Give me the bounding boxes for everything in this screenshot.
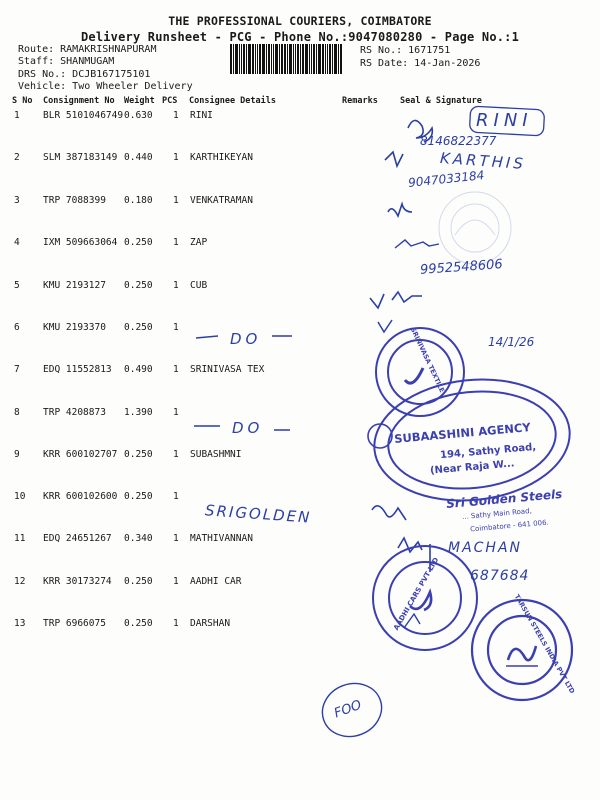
row-weight: 0.250 <box>124 618 153 629</box>
handwriting-ditto-1: DO <box>230 330 262 348</box>
row-sno: 13 <box>14 618 26 629</box>
row-consignee: CUB <box>190 280 208 291</box>
row-consignee: MATHIVANNAN <box>190 533 253 544</box>
drs-number: DRS No.: DCJB167175101 <box>18 69 151 80</box>
col-consignment: Consignment No <box>43 96 115 106</box>
row-weight: 1.390 <box>124 407 153 418</box>
barcode-bar <box>297 44 299 74</box>
barcode-bar <box>271 44 272 74</box>
handwriting-phone-1: 8146822377 <box>420 134 497 148</box>
handwriting-rini: RINI <box>476 110 533 131</box>
stamp-srinivasa-textile: SRINIVASA TEXTILE <box>408 326 447 394</box>
stamp-subaashini-name: SUBAASHINI AGENCY <box>393 420 532 446</box>
handwriting-phone-4: 687684 <box>470 568 530 584</box>
handwriting-date: 14/1/26 <box>488 335 535 349</box>
table-row <box>0 195 600 215</box>
stamp-srigolden-name: Sri Golden Steels <box>445 486 563 512</box>
barcode-bar <box>235 44 238 74</box>
barcode-bar <box>338 44 339 74</box>
barcode-bar <box>252 44 254 74</box>
row-pcs: 1 <box>173 576 179 587</box>
barcode-bar <box>233 44 234 74</box>
row-consignment-no: BLR 5101046749 <box>43 110 124 121</box>
barcode-bar <box>275 44 278 74</box>
row-consignment-no: TRP 7088399 <box>43 195 106 206</box>
col-consignee: Consignee Details <box>189 96 276 106</box>
row-weight: 0.250 <box>124 280 153 291</box>
col-sno: S No <box>12 96 33 106</box>
row-consignment-no: IXM 509663064 <box>43 237 118 248</box>
row-weight: 0.250 <box>124 576 153 587</box>
row-sno: 8 <box>14 407 20 418</box>
table-row <box>0 618 600 638</box>
barcode-bar <box>257 44 258 74</box>
row-consignee: DARSHAN <box>190 618 231 629</box>
stamp-subaashini-address: 194, Sathy Road, <box>439 441 537 462</box>
row-pcs: 1 <box>173 322 179 333</box>
barcode-bar <box>322 44 324 74</box>
row-pcs: 1 <box>173 491 179 502</box>
barcode-bar <box>302 44 304 74</box>
runsheet-subtitle: Delivery Runsheet - PCG - Phone No.:9047080280 - Page No.:1 <box>80 30 520 44</box>
table-row <box>0 280 600 300</box>
barcode-bar <box>273 44 274 74</box>
row-pcs: 1 <box>173 533 179 544</box>
row-weight: 0.250 <box>124 449 153 460</box>
row-sno: 4 <box>14 237 20 248</box>
handwriting-machan: MACHAN <box>448 540 523 556</box>
vehicle-label: Vehicle: Two Wheeler Delivery <box>18 81 193 92</box>
row-sno: 12 <box>14 576 26 587</box>
stamp-aadhi-cars: AADHI CARS PVT LTD <box>392 556 441 632</box>
row-weight: 0.490 <box>124 364 153 375</box>
row-consignee: RINI <box>190 110 213 121</box>
row-consignment-no: KMU 2193127 <box>43 280 106 291</box>
barcode-bar <box>243 44 245 74</box>
barcode-bar <box>281 44 283 74</box>
row-consignment-no: SLM 387183149 <box>43 152 118 163</box>
row-weight: 0.340 <box>124 533 153 544</box>
row-weight: 0.250 <box>124 237 153 248</box>
row-consignment-no: KMU 2193370 <box>43 322 106 333</box>
col-pcs: PCS <box>162 96 178 106</box>
row-consignee: VENKATRAMAN <box>190 195 253 206</box>
table-row <box>0 364 600 384</box>
row-pcs: 1 <box>173 195 179 206</box>
row-pcs: 1 <box>173 110 179 121</box>
barcode-bar <box>287 44 288 74</box>
handwriting-srigolden: SRIGOLDEN <box>204 501 312 527</box>
col-seal-signature: Seal & Signature <box>400 96 482 106</box>
row-sno: 3 <box>14 195 20 206</box>
barcode-bar <box>293 44 294 74</box>
row-consignment-no: EDQ 24651267 <box>43 533 112 544</box>
stamp-srigolden-city: Coimbatore - 641 006. <box>469 518 550 534</box>
row-consignment-no: EDQ 11552813 <box>43 364 112 375</box>
row-consignment-no: KRR 600102600 <box>43 491 118 502</box>
stamp-tarsun-steels: TARSUN STEELS INDIA PVT LTD <box>512 593 577 695</box>
row-consignment-no: TRP 4208873 <box>43 407 106 418</box>
barcode-bar <box>305 44 308 74</box>
route-label: Route: RAMAKRISHNAPURAM <box>18 44 157 55</box>
table-row <box>0 237 600 257</box>
stamp-srigolden-address: ... Sathy Main Road, <box>461 506 533 522</box>
row-weight: 0.630 <box>124 110 153 121</box>
barcode-bar <box>255 44 256 74</box>
row-consignment-no: KRR 600102707 <box>43 449 118 460</box>
handwriting-phone-3: 9952548606 <box>419 257 504 278</box>
row-consignment-no: KRR 30173274 <box>43 576 112 587</box>
row-pcs: 1 <box>173 280 179 291</box>
barcode-bar <box>325 44 326 74</box>
barcode-bar <box>311 44 312 74</box>
row-sno: 11 <box>14 533 26 544</box>
barcode-bar <box>289 44 292 74</box>
staff-label: Staff: SHANMUGAM <box>18 56 115 67</box>
row-sno: 10 <box>14 491 26 502</box>
row-pcs: 1 <box>173 618 179 629</box>
barcode-bar <box>230 44 232 74</box>
handwriting-karthis: KARTHIS <box>439 149 527 173</box>
barcode-bar <box>313 44 315 74</box>
row-pcs: 1 <box>173 407 179 418</box>
barcode <box>230 44 356 74</box>
row-sno: 6 <box>14 322 20 333</box>
row-pcs: 1 <box>173 152 179 163</box>
barcode-bar <box>266 44 267 74</box>
handwriting-ditto-2: DO <box>232 419 264 437</box>
stamp-subaashini-near: (Near Raja W... <box>429 458 515 477</box>
barcode-bar <box>284 44 286 74</box>
company-title: THE PROFESSIONAL COURIERS, COIMBATORE <box>168 14 432 28</box>
barcode-bar <box>241 44 242 74</box>
row-weight: 0.180 <box>124 195 153 206</box>
row-sno: 2 <box>14 152 20 163</box>
barcode-bar <box>268 44 270 74</box>
row-pcs: 1 <box>173 237 179 248</box>
barcode-bar <box>332 44 333 74</box>
tarsun-steels-stamp <box>472 600 572 700</box>
barcode-bar <box>340 44 342 74</box>
row-consignee: AADHI CAR <box>190 576 242 587</box>
row-consignee: ZAP <box>190 237 208 248</box>
row-weight: 0.250 <box>124 322 153 333</box>
barcode-bar <box>316 44 317 74</box>
row-consignee: KARTHIKEYAN <box>190 152 253 163</box>
barcode-bar <box>246 44 247 74</box>
row-weight: 0.440 <box>124 152 153 163</box>
row-sno: 5 <box>14 280 20 291</box>
barcode-bar <box>309 44 310 74</box>
handwriting-initials: FOO <box>332 697 364 722</box>
row-consignee: SUBASHMNI <box>190 449 242 460</box>
col-weight: Weight <box>124 96 155 106</box>
row-sno: 1 <box>14 110 20 121</box>
row-consignee: SRINIVASA TEX <box>190 364 265 375</box>
col-remarks: Remarks <box>342 96 378 106</box>
row-pcs: 1 <box>173 449 179 460</box>
row-pcs: 1 <box>173 364 179 375</box>
barcode-bar <box>248 44 251 74</box>
row-consignment-no: TRP 6966075 <box>43 618 106 629</box>
handwriting-phone-2: 9047033184 <box>407 168 485 190</box>
rs-date: RS Date: 14-Jan-2026 <box>360 58 481 69</box>
barcode-bar <box>259 44 261 74</box>
rs-number: RS No.: 1671751 <box>360 45 451 56</box>
barcode-bar <box>262 44 265 74</box>
barcode-bar <box>334 44 337 74</box>
barcode-bar <box>318 44 321 74</box>
barcode-bar <box>295 44 296 74</box>
row-sno: 7 <box>14 364 20 375</box>
row-sno: 9 <box>14 449 20 460</box>
barcode-bar <box>329 44 331 74</box>
barcode-bar <box>279 44 280 74</box>
barcode-bar <box>327 44 328 74</box>
barcode-bar <box>239 44 240 74</box>
barcode-bar <box>300 44 301 74</box>
row-weight: 0.250 <box>124 491 153 502</box>
